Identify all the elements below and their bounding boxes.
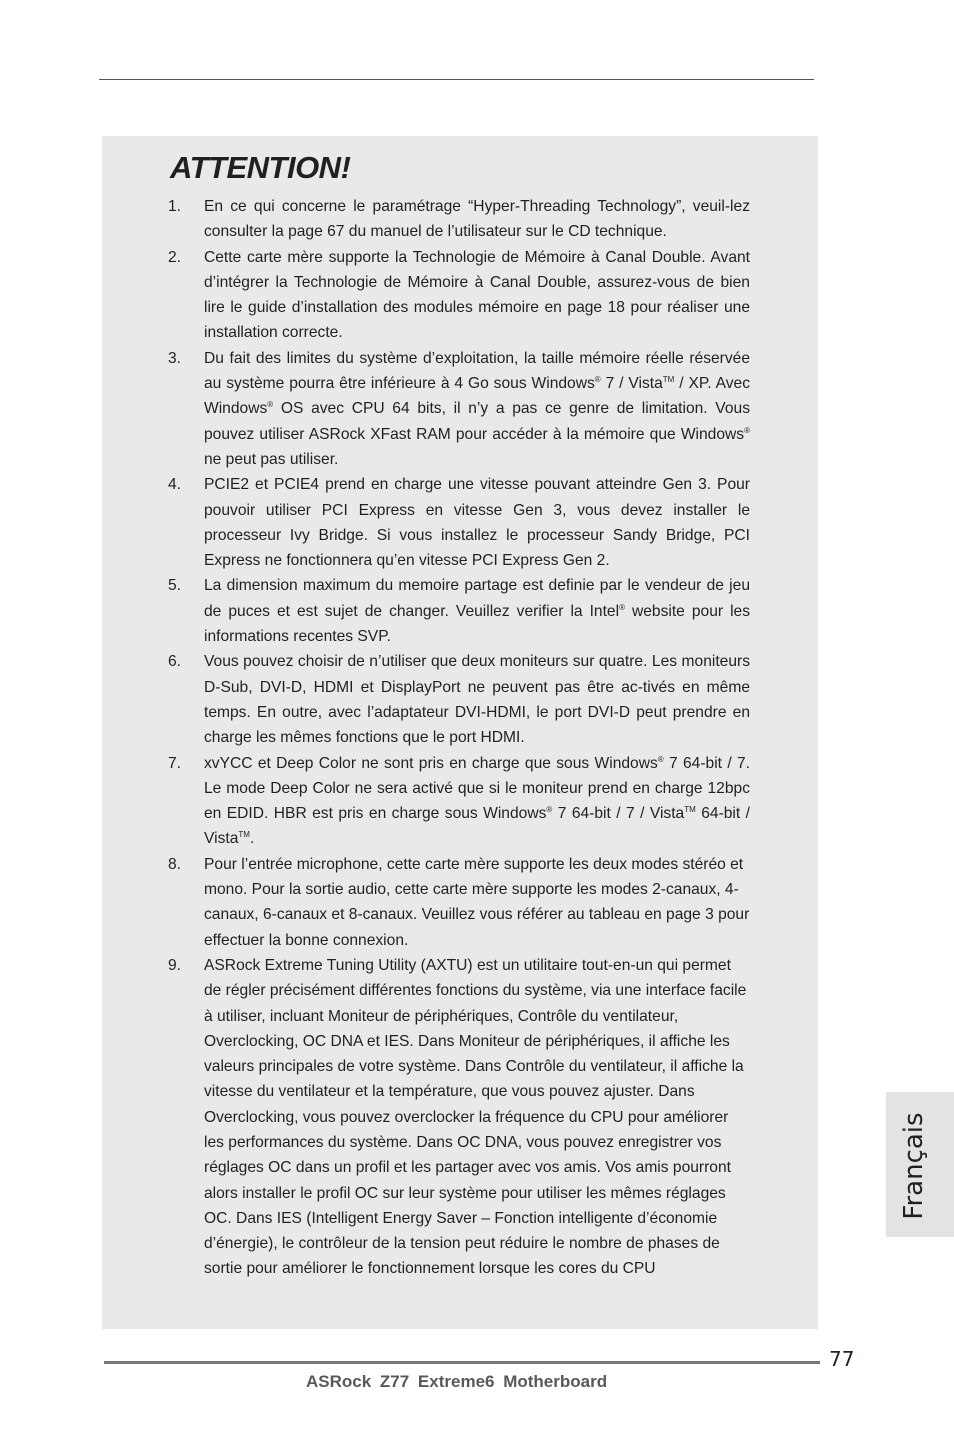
trademark-mark: ® <box>657 754 664 764</box>
list-item <box>168 573 750 649</box>
text-run: 7 64-bit / 7. Le mode Deep Color ne sera activé que si le moniteur prend en charge 12bpc en EDID. HBR est pris en charge sous Windows <box>204 754 750 823</box>
list-item-text <box>204 653 750 746</box>
list-item <box>168 194 750 245</box>
text-run: ne peut pas utiliser. <box>204 450 339 468</box>
trademark-mark: ® <box>744 425 750 435</box>
list-item <box>168 751 750 852</box>
list-item-text <box>204 476 750 569</box>
text-run: . <box>249 830 255 848</box>
list-item <box>168 852 750 953</box>
text-run: Pour l’entrée microphone, cette carte mère supporte les deux modes stéréo et mono. Pour la sortie audio, cette carte mère supporte les modes 2-canaux, 4-canaux, 6-canaux et 8-canaux. Veuillez vous référer au tableau en page 3 pour effectuer la bonne connexion. <box>204 855 750 949</box>
list-item <box>168 245 750 346</box>
list-item-text <box>204 957 746 1278</box>
text-run: / XP. Avec Windows <box>204 375 751 418</box>
text-run: website pour les informations recentes SVP. <box>204 602 750 646</box>
list-item-number: 1. <box>168 198 182 215</box>
list-item <box>168 346 750 472</box>
text-run: En ce qui concerne le paramétrage “Hyper-Threading Technology”, veuil-lez consulter la page 67 du manuel de l’utilisateur sur le CD technique. <box>204 198 750 241</box>
list-item <box>168 649 750 750</box>
trademark-mark: ® <box>619 602 625 612</box>
list-item-number: 7. <box>168 754 182 772</box>
list-item-number: 4. <box>168 476 182 494</box>
page-number: 77 <box>829 1347 855 1371</box>
attention-list <box>168 194 750 1282</box>
list-item <box>168 472 750 573</box>
list-item-text <box>204 249 750 342</box>
attention-title: ATTENTION! <box>170 150 351 185</box>
text-run: Cette carte mère supporte la Technologie de Mémoire à Canal Double. Avant d’intégrer la Technologie de Mémoire à Canal Double, assurez-vous de bien lire le guide d’installation des modules mémoire en page 18 pour réaliser une installation correcte. <box>204 248 750 342</box>
bottom-rule <box>104 1361 820 1364</box>
text-run: OS avec CPU 64 bits, il n’y a pas ce genre de limitation. Vous pouvez utiliser ASRock XFast RAM pour accéder à la mémoire que Windows <box>204 400 750 443</box>
text-run: PCIE2 et PCIE4 prend en charge une vitesse pouvant atteindre Gen 3. Pour pouvoir utiliser PCI Express en vitesse Gen 3, vous devez installer le processeur Ivy Bridge. Si vous installez le processeur Sandy Bridge, PCI Express ne fonctionnera qu’en vitesse PCI Express Gen 2. <box>204 476 750 570</box>
text-run: La dimension maximum du memoire partage est definie par le vendeur de jeu de puces et est sujet de changer. Veuillez verifier la Intel <box>204 577 750 620</box>
trademark-mark: ® <box>594 375 601 385</box>
list-item-text <box>204 577 750 645</box>
top-rule <box>99 79 814 80</box>
list-item <box>168 953 750 1282</box>
trademark-mark: ® <box>267 400 274 410</box>
list-item-text <box>204 350 750 468</box>
text-run: xvYCC et Deep Color ne sont pris en charge que sous Windows <box>204 754 658 772</box>
list-item-number: 3. <box>168 349 182 367</box>
text-run: ASRock Extreme Tuning Utility (AXTU) est un utilitaire tout-en-un qui permet de régler précisément différentes fonctions du système, via une interface facile à utiliser, incluant Moniteur de périphériques, Contrôle du ventilateur, Overclocking, OC DNA et IES. Dans Moniteur de périphériques, il affiche les valeurs principales de votre système. Dans Contrôle du ventilateur, il affiche la vitesse du ventilateur et la température, que vous pouvez ajuster. Dans Overclocking, vous pouvez overclocker la fréquence du CPU pour améliorer les performances du système. Dans OC DNA, vous pouvez enregistrer vos réglages OC dans un profil et les partager avec vos amis. Vos amis pourront alors installer le profil OC sur leur système pour utiliser les mêmes réglages OC. Dans IES (Intelligent Energy Saver – Fonction intelligente d’économie d’énergie), le contrôleur de la tension peut réduire le nombre de phases de sortie pour améliorer le fonctionnement lorsque les cores du CPU <box>204 956 747 1278</box>
list-item-number: 9. <box>168 956 182 974</box>
language-tab-label: Français <box>899 1112 929 1220</box>
footer-title: ASRock Z77 Extreme6 Motherboard <box>306 1372 608 1391</box>
trademark-mark: ® <box>546 805 553 815</box>
list-item-number: 6. <box>168 653 182 671</box>
list-item-text <box>204 856 749 949</box>
text-run: Vous pouvez choisir de n’utiliser que deux moniteurs sur quatre. Les moniteurs D-Sub, DVI-D, HDMI et DisplayPort ne peuvent pas être ac-tivés en même temps. En outre, avec l’adaptateur DVI-HDMI, le port DVI-D peut prendre en charge les mêmes fonctions que le port HDMI. <box>204 653 750 747</box>
text-run: 64-bit / Vista <box>204 805 750 848</box>
text-run: Du fait des limites du système d’exploitation, la taille mémoire réelle réservée au système pourra être inférieure à 4 Go sous Windows <box>204 349 750 393</box>
list-item-text <box>204 755 750 848</box>
text-run: 7 64-bit / 7 / Vista <box>552 805 685 823</box>
list-item-number: 2. <box>168 248 182 266</box>
list-item-number: 5. <box>168 577 182 595</box>
list-item-number: 8. <box>168 855 182 873</box>
text-run: 7 / Vista <box>600 375 663 393</box>
list-item-text <box>204 198 750 240</box>
trademark-mark: TM <box>662 375 675 385</box>
trademark-mark: TM <box>684 805 696 815</box>
trademark-mark: TM <box>238 830 250 840</box>
